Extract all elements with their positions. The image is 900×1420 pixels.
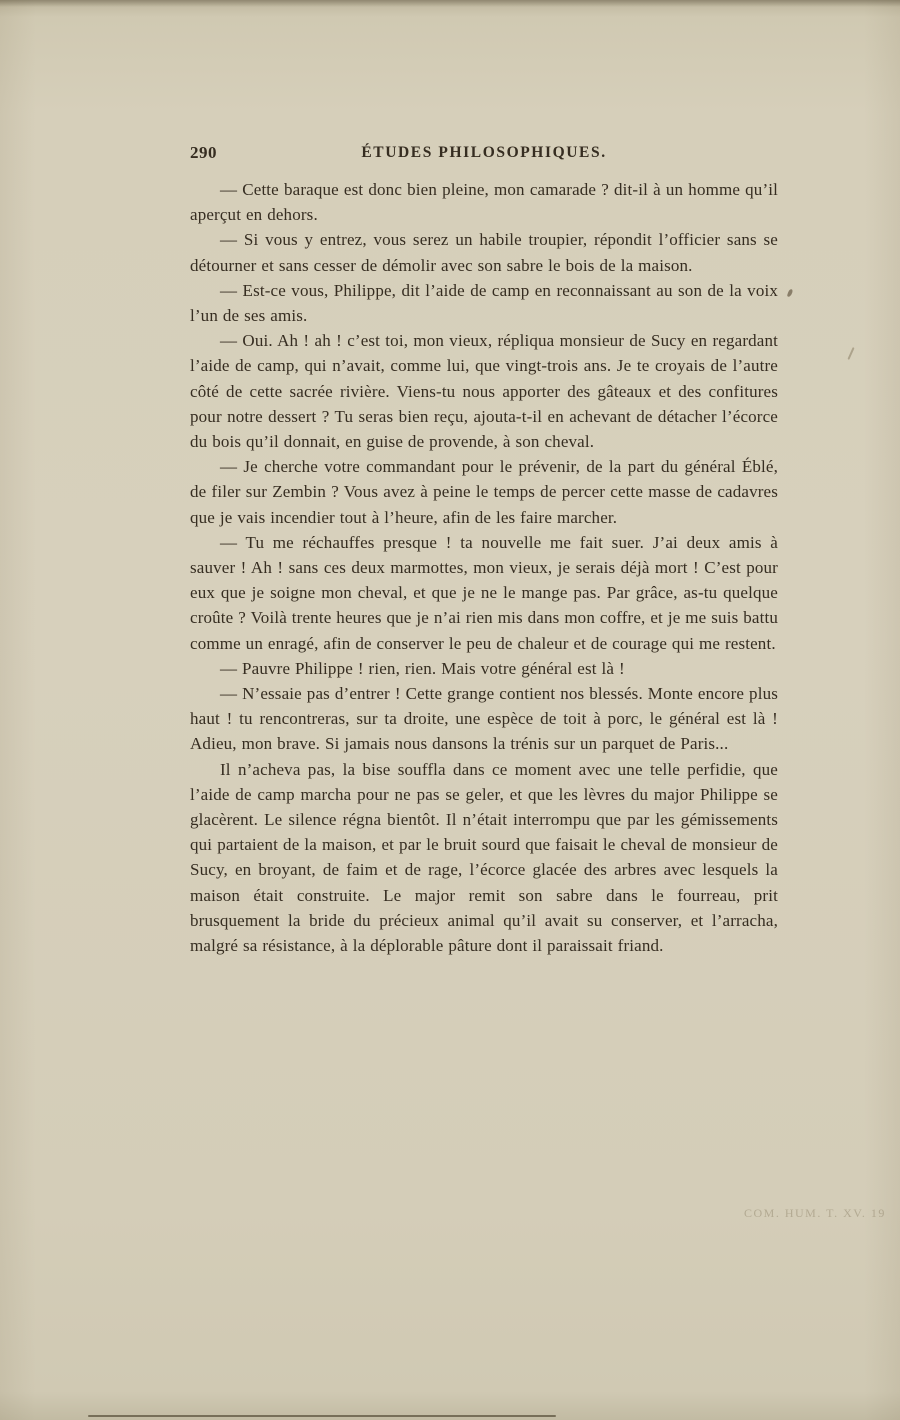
scan-speck <box>847 347 854 360</box>
paragraph: — Pauvre Philippe ! rien, rien. Mais votre général est là ! <box>220 658 625 678</box>
running-header <box>190 142 778 170</box>
paragraph: — N’essaie pas d’entrer ! Cette grange contient nos blessés. Monte encore plus haut ! tu rencontreras, sur ta droite, une espèce de toit à porc, le général est là ! Adieu, mon brave. Si jamais nous dansons la trénis sur un parquet de Paris... <box>190 684 778 754</box>
body-text <box>190 177 778 958</box>
scan-bottom-edge <box>88 1415 556 1417</box>
page-number: 290 <box>190 143 217 162</box>
scan-top-edge <box>0 0 900 7</box>
paragraph: — Tu me réchauffes presque ! ta nouvelle me fait suer. J’ai deux amis à sauver ! Ah ! sans ces deux marmottes, mon vieux, je serais déjà mort ! C’est pour eux que je soigne mon cheval, et que je ne le mange pas. Par grâce, as-tu quelque croûte ? Voilà trente heures que je n’ai rien mis dans mon coffre, et je me suis battu comme un enragé, afin de conserver le peu de chaleur et de courage qui me restent. <box>190 532 778 653</box>
paragraph: — Cette baraque est donc bien pleine, mon camarade ? dit-il à un homme qu’il aperçut en dehors. <box>190 180 778 225</box>
paragraph: — Je cherche votre commandant pour le prévenir, de la part du général Éblé, de filer sur Zembin ? Vous avez à peine le temps de percer cette masse de cadavres que je vais incendier tout à l’heure, afin de les faire marcher. <box>190 457 778 527</box>
paragraph: — Est-ce vous, Philippe, dit l’aide de camp en reconnaissant au son de la voix l’un de ses amis. <box>190 280 778 326</box>
paragraph: — Oui. Ah ! ah ! c’est toi, mon vieux, répliqua monsieur de Sucy en regardant l’aide de camp, qui n’avait, comme lui, que vingt-trois ans. Je te croyais de l’autre côté de cette sacrée rivière. Viens-tu nous apporter des gâteaux et des confitures pour notre dessert ? Tu seras bien reçu, ajouta-t-il en achevant de détacher l’écorce du bois qu’il donnait, en guise de provende, à son cheval. <box>190 331 778 452</box>
scan-speck <box>787 289 793 298</box>
bleedthrough-text: COM. HUM. T. XV. 19 <box>744 1206 886 1220</box>
paragraph: — Si vous y entrez, vous serez un habile troupier, répondit l’officier sans se détourner et sans cesser de démolir avec son sabre le bois de la maison. <box>190 230 778 275</box>
paragraph: Il n’acheva pas, la bise souffla dans ce moment avec une telle perfidie, que l’aide de camp marcha pour ne pas se geler, et que les lèvres du major Philippe se glacèrent. Le silence régna bientôt. Il n’était interrompu que par les gémissements qui partaient de la maison, et par le bruit sourd que faisait le cheval de monsieur de Sucy, en broyant, de faim et de rage, l’écorce glacée des arbres avec lesquels la maison était construite. Le major remit son sabre dans le fourreau, prit brusquement la bride du précieux animal qu’il avait su conserver, et l’arracha, malgré sa résistance, à la déplorable pâture dont il paraissait friand. <box>190 759 778 956</box>
running-title: ÉTUDES PHILOSOPHIQUES. <box>361 144 607 161</box>
text-block <box>190 142 778 958</box>
